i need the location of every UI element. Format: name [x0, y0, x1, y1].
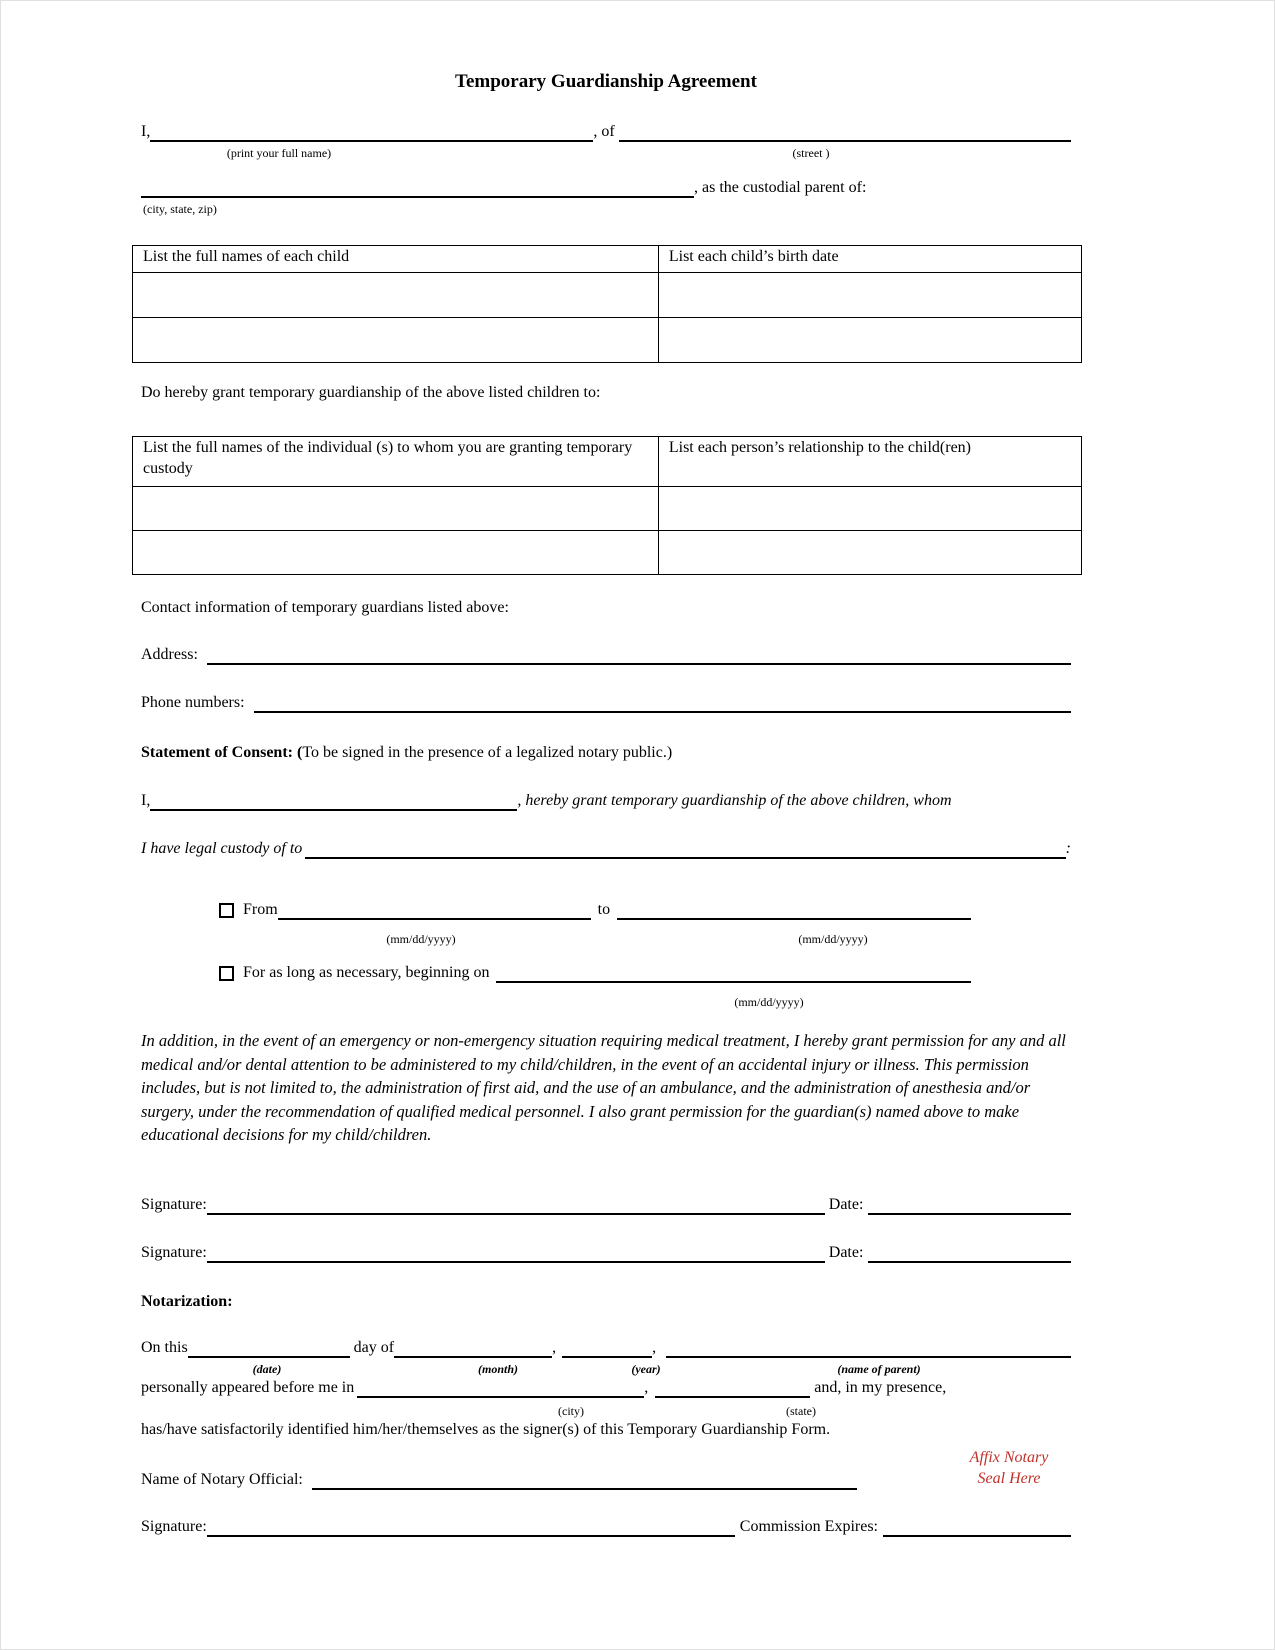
month-hint: (month): [477, 1362, 519, 1376]
notary-date-hints: [141, 1363, 1071, 1378]
notary-signature-row: [141, 1518, 1071, 1537]
date-label-1: Date:: [828, 1196, 864, 1213]
phone-row: [141, 694, 1071, 713]
contact-heading-row: [141, 599, 1071, 618]
address-blank[interactable]: [207, 661, 1071, 665]
consent-comma: ,: [517, 792, 522, 809]
date-hint: (date): [252, 1362, 282, 1376]
custody-guardians-blank[interactable]: [305, 855, 1065, 859]
signature-blank-1[interactable]: [207, 1211, 825, 1215]
signature-blank-2[interactable]: [207, 1259, 825, 1263]
on-this-label: On this: [141, 1339, 188, 1356]
street-hint: (street ): [792, 146, 830, 160]
print-name-hint: (print your full name): [226, 146, 332, 160]
parent-full-name-blank[interactable]: [150, 138, 593, 142]
grant-statement-row: [141, 384, 1071, 403]
grant-statement: Do hereby grant temporary guardianship of the above listed children to:: [141, 384, 601, 401]
notary-year-blank[interactable]: [562, 1354, 652, 1358]
address-row: [141, 646, 1071, 665]
open-ended-checkbox[interactable]: [219, 966, 234, 981]
open-ended-hints: [141, 996, 1071, 1011]
phone-blank[interactable]: [254, 709, 1071, 713]
date-range-checkbox[interactable]: [219, 903, 234, 918]
affix-notary-line-1: Affix Notary: [969, 1449, 1049, 1466]
date-label-2: Date:: [828, 1244, 864, 1261]
to-date-blank[interactable]: [617, 916, 971, 920]
guardians-name-header: List the full names of the individual (s) to whom you are granting temporary custody: [133, 437, 659, 487]
consent-grant-text: hereby grant temporary guardianship of the above children, whom: [521, 792, 952, 809]
of-label: , of: [593, 123, 615, 140]
appeared-row: [141, 1379, 1071, 1398]
notary-city-blank[interactable]: [357, 1394, 644, 1398]
notary-date-row: [141, 1339, 1071, 1358]
to-label: to: [597, 901, 611, 918]
city-state-hints: [141, 1405, 1071, 1420]
city-state-zip-blank[interactable]: [141, 194, 694, 198]
contact-heading: Contact information of temporary guardians listed above:: [141, 599, 509, 616]
city-state-zip-hint: (city, state, zip): [143, 202, 217, 216]
commission-expires-label: Commission Expires:: [739, 1518, 878, 1535]
notary-comma-1: ,: [552, 1339, 557, 1356]
phone-label: Phone numbers:: [141, 694, 245, 711]
beginning-date-blank[interactable]: [496, 979, 971, 983]
date-range-hints: [141, 933, 1071, 948]
notary-month-blank[interactable]: [394, 1354, 552, 1358]
presence-text: and, in my presence,: [814, 1379, 947, 1396]
csz-hint-row: [141, 203, 1071, 218]
identified-text: has/have satisfactorily identified him/her/themselves as the signer(s) of this Temporary Guardianship Form.: [141, 1421, 831, 1438]
notary-name-label: Name of Notary Official:: [141, 1471, 303, 1488]
signature-row-1: [141, 1196, 1071, 1215]
child-name-cell-1[interactable]: [133, 273, 659, 318]
guardians-relationship-header: List each person’s relationship to the child(ren): [658, 437, 1081, 487]
notary-name-row: [141, 1471, 1071, 1490]
child-dob-cell-2[interactable]: [658, 318, 1081, 363]
from-date-hint: (mm/dd/yyyy): [386, 932, 456, 946]
identified-row: [141, 1421, 1071, 1440]
to-date-hint: (mm/dd/yyyy): [798, 932, 868, 946]
custody-colon: :: [1065, 840, 1071, 857]
notary-signature-label: Signature:: [141, 1518, 207, 1535]
guardian-name-cell-2[interactable]: [133, 531, 659, 575]
medical-permission-paragraph: In addition, in the event of an emergency or non-emergency situation requiring medical treatment, I hereby grant permission for any and all medical and/or dental attention to be administered to my child/children, in the event of an accidental injury or illness. This permission includes, but is not limited to, the administration of first aid, and the use of an ambulance, and the administration of anesthesia and/or surgery, under the recommendation of qualified medical personnel. I also grant permission for the guardian(s) named above to make educational decisions for my child/children.: [141, 1031, 1066, 1145]
custodial-parent-label: , as the custodial parent of:: [694, 179, 867, 196]
consent-heading-bold: Statement of Consent: (: [141, 744, 303, 761]
date-blank-1[interactable]: [868, 1211, 1071, 1215]
parent-name-street-row: [141, 123, 1071, 142]
custody-text: I have legal custody of to: [141, 840, 303, 857]
children-table: [132, 245, 1082, 363]
notary-comma-2: ,: [652, 1339, 657, 1356]
day-of-label: day of: [353, 1339, 395, 1356]
year-hint: (year): [631, 1362, 661, 1376]
children-name-header: List the full names of each child: [133, 246, 659, 273]
name-street-hints: [141, 147, 1071, 162]
notary-day-blank[interactable]: [188, 1354, 350, 1358]
signature-label-1: Signature:: [141, 1196, 207, 1213]
appeared-comma: ,: [644, 1379, 649, 1396]
consent-heading-normal: To be signed in the presence of a legalized notary public.): [302, 744, 673, 761]
i-label: I,: [141, 123, 151, 140]
guardians-table: [132, 436, 1082, 575]
notarization-heading: Notarization:: [141, 1293, 233, 1310]
guardian-relationship-cell-1[interactable]: [658, 487, 1081, 531]
notarization-heading-row: [141, 1293, 1071, 1312]
notary-name-blank[interactable]: [312, 1486, 857, 1490]
state-hint: (state): [786, 1404, 816, 1418]
children-dob-header: List each child’s birth date: [658, 246, 1081, 273]
open-ended-row: [219, 964, 971, 983]
appeared-text: personally appeared before me in: [141, 1379, 355, 1396]
consent-name-blank[interactable]: [150, 807, 517, 811]
child-dob-cell-1[interactable]: [658, 273, 1081, 318]
from-label: From: [243, 901, 278, 918]
signature-row-2: [141, 1244, 1071, 1263]
notary-state-blank[interactable]: [655, 1394, 810, 1398]
date-range-row: [219, 901, 971, 920]
beginning-date-hint: (mm/dd/yyyy): [734, 995, 804, 1009]
consent-name-row: [141, 792, 1071, 811]
parent-name-blank[interactable]: [666, 1354, 1071, 1358]
guardian-relationship-cell-2[interactable]: [658, 531, 1081, 575]
commission-expires-blank[interactable]: [883, 1533, 1071, 1537]
duration-label: For as long as necessary, beginning on: [243, 964, 490, 981]
consent-heading-row: [141, 744, 1071, 763]
city-hint: (city): [558, 1404, 584, 1418]
custody-row: [141, 840, 1071, 859]
from-date-blank[interactable]: [278, 916, 591, 920]
parent-name-hint: (name of parent): [837, 1362, 921, 1376]
notary-signature-blank[interactable]: [207, 1533, 735, 1537]
signature-label-2: Signature:: [141, 1244, 207, 1261]
street-blank[interactable]: [619, 138, 1071, 142]
affix-notary-line-2: Seal Here: [977, 1470, 1041, 1487]
date-blank-2[interactable]: [868, 1259, 1071, 1263]
consent-i-label: I,: [141, 792, 151, 809]
address-label: Address:: [141, 646, 198, 663]
child-name-cell-2[interactable]: [133, 318, 659, 363]
page-title: Temporary Guardianship Agreement: [455, 71, 757, 92]
city-state-zip-row: [141, 179, 1071, 198]
guardian-name-cell-1[interactable]: [133, 487, 659, 531]
